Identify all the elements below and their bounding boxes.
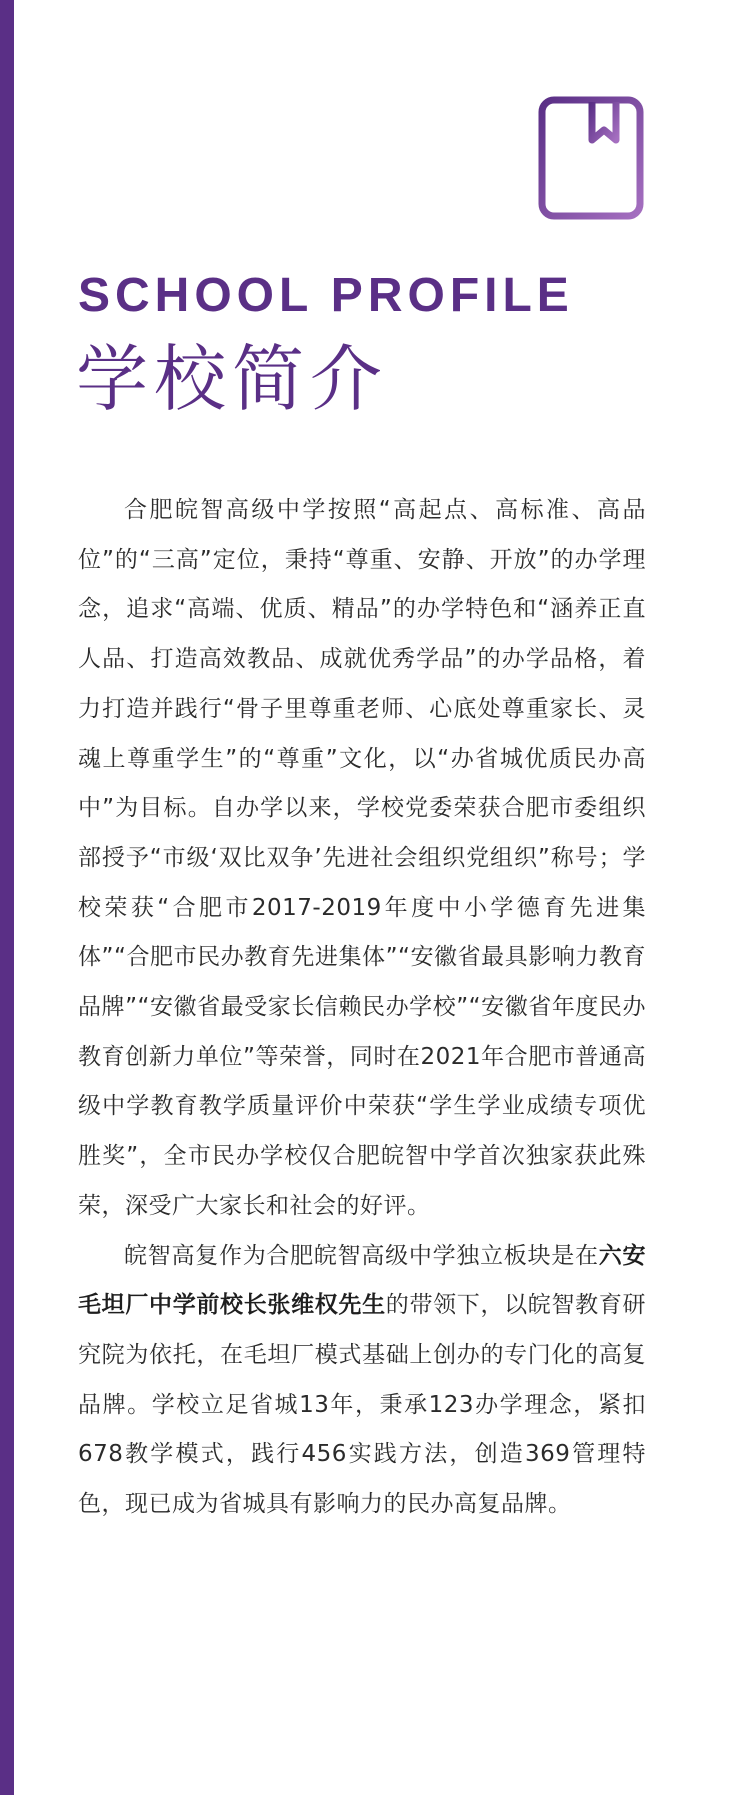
profile-body bbox=[78, 486, 646, 1530]
paragraph-2-highlight: 六安毛坦厂中学前校长张维权先生 bbox=[78, 1242, 647, 1319]
paragraph-2-rest: 的带领下，以皖智教育研究院为依托，在毛坦厂模式基础上创办的专门化的高复品牌。学校立足省城13年，秉承123办学理念，紧扣678教学模式，践行456实践方法，创造369管理特色，现已成为省城具有影响力的民办高复品牌。 bbox=[78, 1292, 647, 1518]
profile-paragraph-1: 合肥皖智高级中学按照“高起点、高标准、高品位”的“三高”定位，秉持“尊重、安静、开放”的办学理念，追求“高端、优质、精品”的办学特色和“涵养正直人品、打造高效教品、成就优秀学品”的办学品格，着力打造并践行“骨子里尊重老师、心底处尊重家长、灵魂上尊重学生”的“尊重”文化，以“办省城优质民办高中”为目标。自办学以来，学校党委荣获合肥市委组织部授予“市级‘双比双争’先进社会组织党组织”称号；学校荣获“合肥市2017-2019年度中小学德育先进集体”“合肥市民办教育先进集体”“安徽省最具影响力教育品牌”“安徽省最受家长信赖民办学校”“安徽省年度民办教育创新力单位”等荣誉，同时在2021年合肥市普通高级中学教育教学质量评价中荣获“学生学业成绩专项优胜奖”，全市民办学校仅合肥皖智中学首次独家获此殊荣，深受广大家长和社会的好评。 bbox=[78, 497, 646, 1219]
page-title-chinese: 学校简介 bbox=[76, 337, 389, 421]
paragraph-2-lead: 皖智高复作为合肥皖智高级中学独立板块是在 bbox=[124, 1242, 599, 1269]
left-accent-bar bbox=[0, 0, 14, 1795]
book-bookmark-icon bbox=[538, 96, 644, 220]
page-title-english: SCHOOL PROFILE bbox=[78, 269, 574, 322]
profile-paragraph-2 bbox=[78, 1232, 646, 1530]
